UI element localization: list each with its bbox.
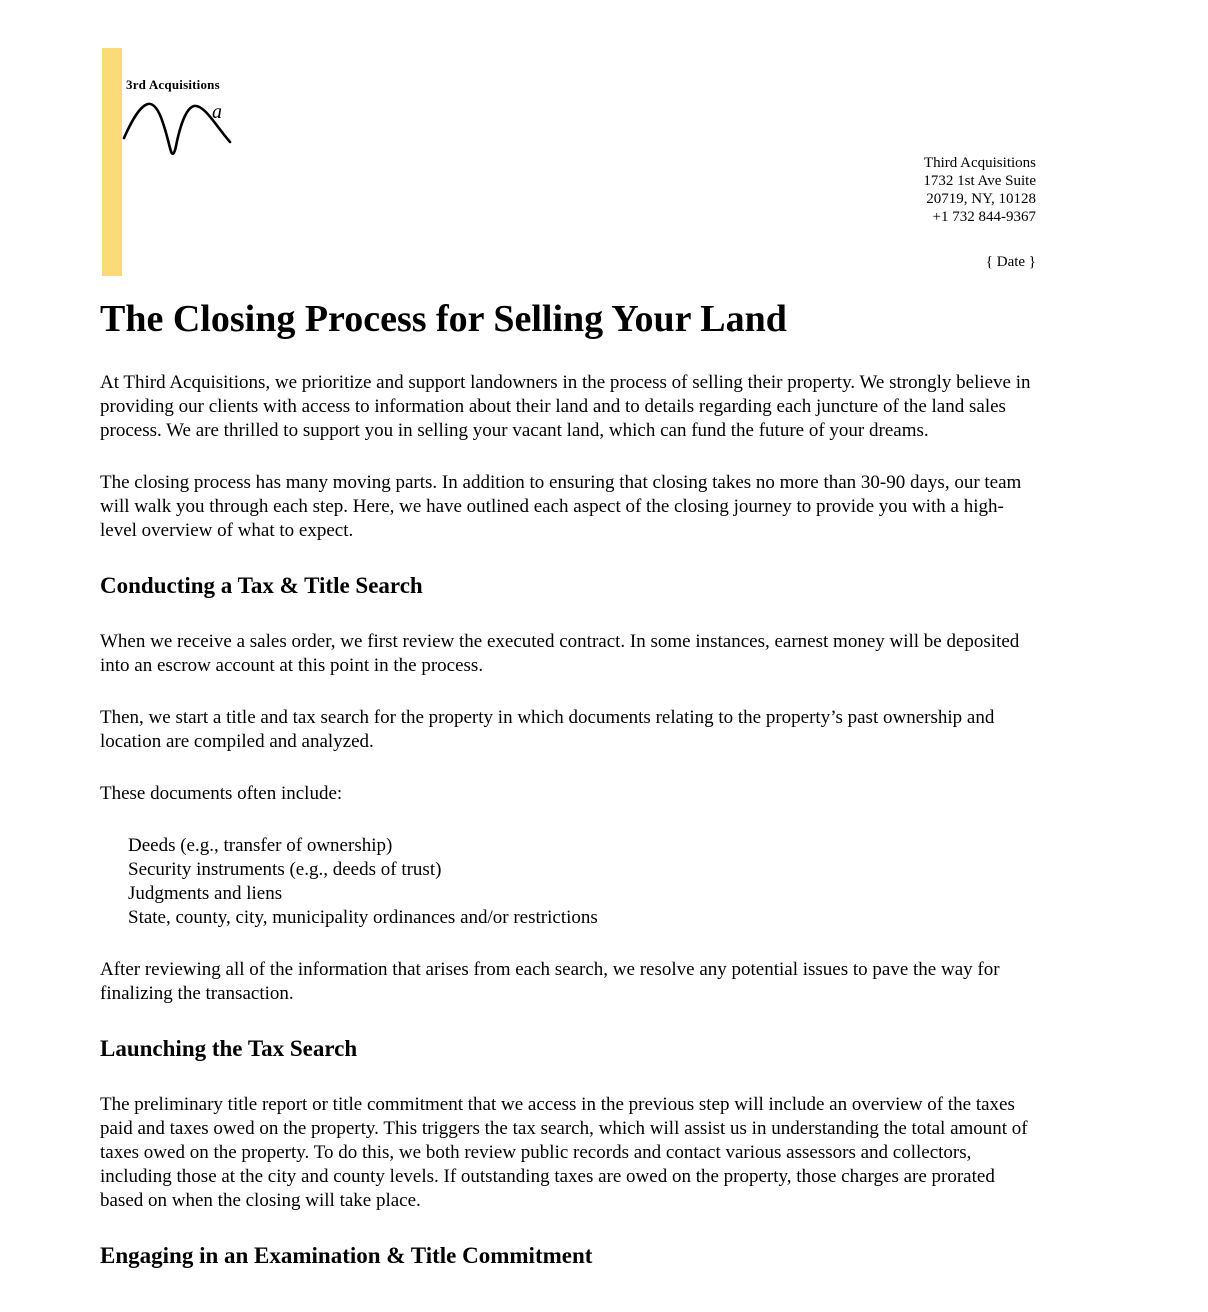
svg-text:a: a bbox=[212, 101, 222, 123]
section1-paragraph-1: When we receive a sales order, we first review the executed contract. In some instances, earnest money will be deposited into an escrow account at this point in the process. bbox=[100, 631, 1020, 676]
intro-paragraph-2: The closing process has many moving parts. In addition to ensuring that closing takes no more than 30-90 days, our team will walk you through each step. Here, we have outlined each aspect of the closing journey to provide you with a high-level overview of what to expect. bbox=[100, 472, 1022, 541]
section1-paragraph-2: Then, we start a title and tax search for the property in which documents relating to the property’s past ownership and location are compiled and analyzed. bbox=[100, 707, 995, 752]
list-item: Security instruments (e.g., deeds of trust) bbox=[128, 859, 442, 880]
logo-company-label: 3rd Acquisitions bbox=[126, 77, 220, 92]
intro-paragraph-1: At Third Acquisitions, we prioritize and support landowners in the process of selling their property. We strongly believe in providing our clients with access to information about their land and to details regarding each juncture of the land sales process. We are thrilled to support you in selling your vacant land, which can fund the future of your dreams. bbox=[100, 372, 1031, 441]
list-item: State, county, city, municipality ordinances and/or restrictions bbox=[128, 907, 598, 928]
logo-accent-bar bbox=[102, 48, 122, 276]
date-placeholder: { Date } bbox=[985, 254, 1036, 270]
document-title: The Closing Process for Selling Your Land bbox=[100, 298, 787, 340]
section-heading-examination-title-commitment: Engaging in an Examination & Title Commitment bbox=[100, 1243, 593, 1268]
section-heading-tax-title-search: Conducting a Tax & Title Search bbox=[100, 573, 423, 598]
documents-list bbox=[100, 834, 1040, 930]
section-heading-launching-tax-search: Launching the Tax Search bbox=[100, 1036, 358, 1061]
signature-scribble-icon bbox=[120, 96, 240, 160]
sender-phone: +1 732 844-9367 bbox=[932, 209, 1036, 225]
sender-address-block bbox=[923, 154, 1036, 226]
sender-street: 1732 1st Ave Suite bbox=[923, 173, 1036, 189]
sender-name: Third Acquisitions bbox=[923, 155, 1036, 171]
list-item: Judgments and liens bbox=[128, 883, 283, 904]
sender-city-line: 20719, NY, 10128 bbox=[926, 191, 1036, 207]
section1-paragraph-3: These documents often include: bbox=[100, 783, 343, 804]
list-item: Deeds (e.g., transfer of ownership) bbox=[128, 835, 393, 856]
document-body bbox=[100, 371, 1040, 1300]
section1-paragraph-4: After reviewing all of the information that arises from each search, we resolve any potential issues to pave the way for finalizing the transaction. bbox=[100, 959, 1000, 1004]
section2-paragraph-1: The preliminary title report or title commitment that we access in the previous step will include an overview of the taxes paid and taxes owed on the property. This triggers the tax search, which will assist us in understanding the total amount of taxes owed on the property. To do this, we both review public records and contact various assessors and collectors, including those at the city and county levels. If outstanding taxes are owed on the property, those charges are prorated based on when the closing will take place. bbox=[100, 1094, 1028, 1211]
